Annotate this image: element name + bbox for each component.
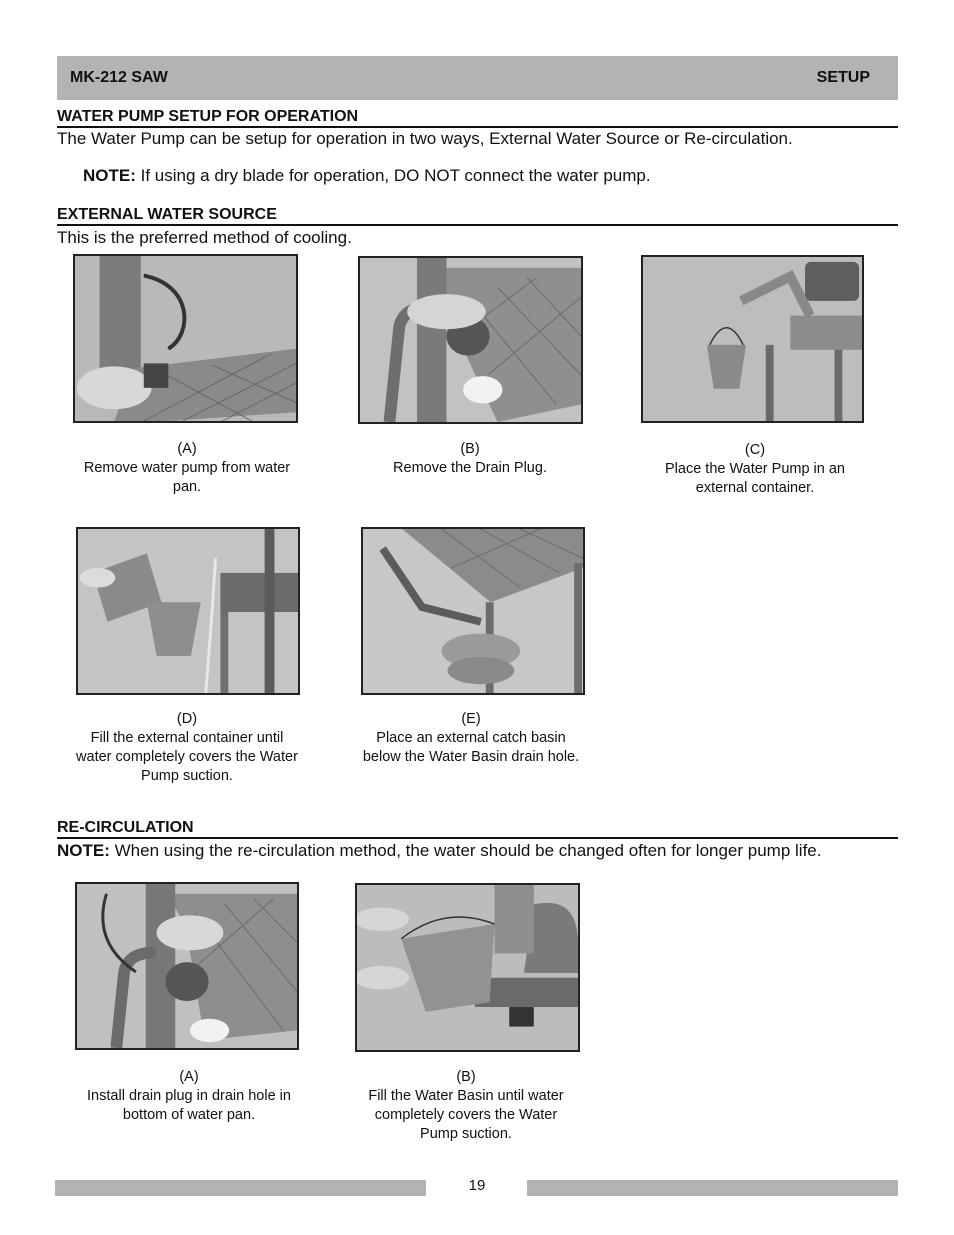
footer-bar-right (527, 1180, 898, 1196)
photo-catch-basin (361, 527, 585, 695)
note-text: When using the re-circulation method, the water should be changed often for longer pump life. (109, 841, 822, 860)
heading-water-pump-setup: WATER PUMP SETUP FOR OPERATION (57, 108, 898, 128)
caption-line: Place the Water Pump in an (665, 461, 845, 477)
header-model: MK-212 SAW (70, 69, 168, 86)
page-number: 19 (468, 1177, 486, 1194)
photo-remove-pump (73, 254, 298, 423)
caption-line: Install drain plug in drain hole in (87, 1088, 291, 1104)
note-text: If using a dry blade for operation, DO NOT connect the water pump. (135, 166, 651, 185)
caption-letter: (B) (456, 1069, 476, 1085)
caption-external-c (641, 441, 869, 498)
caption-line: Pump suction. (420, 1126, 512, 1142)
caption-line: water completely covers the Water (76, 749, 298, 765)
photo-remove-drain-plug (358, 256, 583, 424)
caption-line: below the Water Basin drain hole. (362, 749, 580, 765)
caption-line: Fill the external container until (90, 730, 284, 746)
caption-line: Remove the Drain Plug. (393, 460, 547, 476)
caption-line: pan. (172, 479, 202, 495)
caption-line: Place an external catch basin (376, 730, 566, 746)
heading-external-water-source: EXTERNAL WATER SOURCE (57, 206, 898, 226)
caption-letter: (A) (179, 1069, 199, 1085)
caption-line: external container. (695, 480, 815, 496)
caption-external-b (356, 440, 584, 478)
photo-fill-water-basin (355, 883, 580, 1052)
caption-recirc-a (66, 1068, 312, 1125)
caption-letter: (B) (460, 441, 480, 457)
header-section: SETUP (816, 69, 870, 86)
caption-line: Pump suction. (141, 768, 233, 784)
caption-line: bottom of water pan. (122, 1107, 256, 1123)
caption-recirc-b (345, 1068, 587, 1144)
caption-external-e (350, 710, 592, 767)
caption-line: Remove water pump from water (83, 460, 291, 476)
photo-fill-container (76, 527, 300, 695)
photo-install-drain-plug (75, 882, 299, 1050)
photo-pump-in-container (641, 255, 864, 423)
caption-letter: (C) (744, 442, 766, 458)
heading-re-circulation: RE-CIRCULATION (57, 819, 898, 839)
pump-setup-intro: The Water Pump can be setup for operation in two ways, External Water Source or Re-circulation. (57, 129, 793, 148)
recirc-note (57, 841, 821, 861)
caption-letter: (D) (176, 711, 198, 727)
caption-letter: (A) (177, 441, 197, 457)
caption-external-a (66, 440, 308, 497)
header-bar (57, 56, 898, 100)
footer-bar-left (55, 1180, 426, 1196)
note-label: NOTE: (83, 166, 136, 185)
caption-external-d (62, 710, 312, 786)
note-label: NOTE: (57, 841, 110, 860)
caption-letter: (E) (461, 711, 481, 727)
pump-setup-note (83, 166, 651, 186)
caption-line: completely covers the Water (374, 1107, 558, 1123)
external-intro: This is the preferred method of cooling. (57, 228, 352, 247)
caption-line: Fill the Water Basin until water (368, 1088, 564, 1104)
